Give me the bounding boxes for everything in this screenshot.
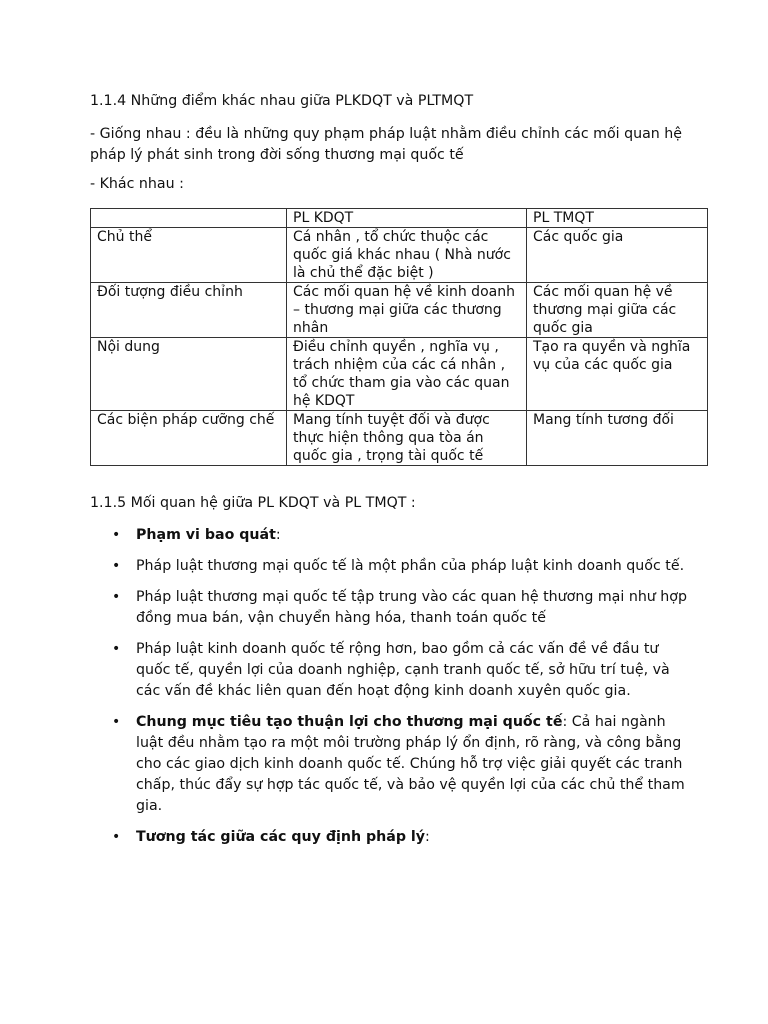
bullet-icon: • (112, 641, 121, 657)
table-header-cell: PL KDQT (287, 209, 527, 228)
table-cell: Cá nhân , tổ chức thuộc các quốc giá khác nhau ( Nhà nước là chủ thể đặc biệt ) (287, 228, 527, 283)
table-row (91, 338, 708, 411)
section-heading-1-1-4: 1.1.4 Những điểm khác nhau giữa PLKDQT và PLTMQT (90, 93, 474, 109)
bullet-icon: • (112, 829, 121, 845)
list-item (90, 639, 690, 702)
bullet-icon: • (112, 527, 121, 543)
bullet-icon: • (112, 714, 121, 730)
table-cell: Nội dung (91, 338, 287, 411)
list-item-text: Pháp luật thương mại quốc tế là một phần của pháp luật kinh doanh quốc tế. (136, 558, 685, 574)
table-cell: Tạo ra quyền và nghĩa vụ của các quốc gia (527, 338, 708, 411)
table-header-cell: PL TMQT (527, 209, 708, 228)
table-row (91, 411, 708, 466)
similarities-paragraph: - Giống nhau : đều là những quy phạm pháp luật nhằm điều chỉnh các mối quan hệ pháp lý phát sinh trong đời sống thương mại quốc tế (90, 126, 683, 163)
differences-label: - Khác nhau : (90, 176, 184, 192)
list-item (90, 556, 690, 577)
table-cell: Mang tính tương đối (527, 411, 708, 466)
section-heading-1-1-5: 1.1.5 Mối quan hệ giữa PL KDQT và PL TMQT : (90, 495, 416, 511)
table-cell: Đối tượng điều chỉnh (91, 283, 287, 338)
list-item-bold: Chung mục tiêu tạo thuận lợi cho thương mại quốc tế (136, 714, 563, 730)
list-item-text: : (425, 829, 430, 845)
table-cell: Chủ thể (91, 228, 287, 283)
table-cell: Các biện pháp cưỡng chế (91, 411, 287, 466)
table-cell: Điều chỉnh quyền , nghĩa vụ , trách nhiệm của các cá nhân , tổ chức tham gia vào các quan hệ KDQT (287, 338, 527, 411)
list-item (90, 712, 690, 817)
table-cell: Các mối quan hệ về thương mại giữa các quốc gia (527, 283, 708, 338)
table-row (91, 228, 708, 283)
table-cell: Các mối quan hệ về kinh doanh – thương mại giữa các thương nhân (287, 283, 527, 338)
comparison-table (90, 208, 708, 466)
list-item-text: Pháp luật thương mại quốc tế tập trung vào các quan hệ thương mại như hợp đồng mua bán, vận chuyển hàng hóa, thanh toán quốc tế (136, 589, 687, 626)
table-header-cell (91, 209, 287, 228)
list-item-text: : (275, 527, 281, 543)
list-item-bold: Tương tác giữa các quy định pháp lý (136, 829, 426, 845)
table-header-row (91, 209, 708, 228)
list-item-bold: Phạm vi bao quát (136, 527, 276, 543)
list-item (90, 827, 690, 848)
table-cell: Mang tính tuyệt đối và được thực hiện thông qua tòa án quốc gia , trọng tài quốc tế (287, 411, 527, 466)
bullet-icon: • (112, 589, 121, 605)
list-item (90, 525, 690, 546)
list-item (90, 587, 690, 629)
relationship-bullet-list (90, 525, 690, 858)
bullet-icon: • (112, 558, 121, 574)
list-item-text: Pháp luật kinh doanh quốc tế rộng hơn, bao gồm cả các vấn đề về đầu tư quốc tế, quyền lợi của doanh nghiệp, cạnh tranh quốc tế, sở hữu trí tuệ, và các vấn đề khác liên quan đến hoạt động kinh doanh xuyên quốc gia. (136, 641, 670, 699)
table-row (91, 283, 708, 338)
list-item-text: : Cả hai ngành luật đều nhằm tạo ra một môi trường pháp lý ổn định, rõ ràng, và công bằng cho các giao dịch kinh doanh quốc tế. Chúng hỗ trợ việc giải quyết các tranh chấp, thúc đẩy sự hợp tác quốc tế, và bảo vệ quyền lợi của các chủ thể tham gia. (136, 714, 685, 814)
table-cell: Các quốc gia (527, 228, 708, 283)
